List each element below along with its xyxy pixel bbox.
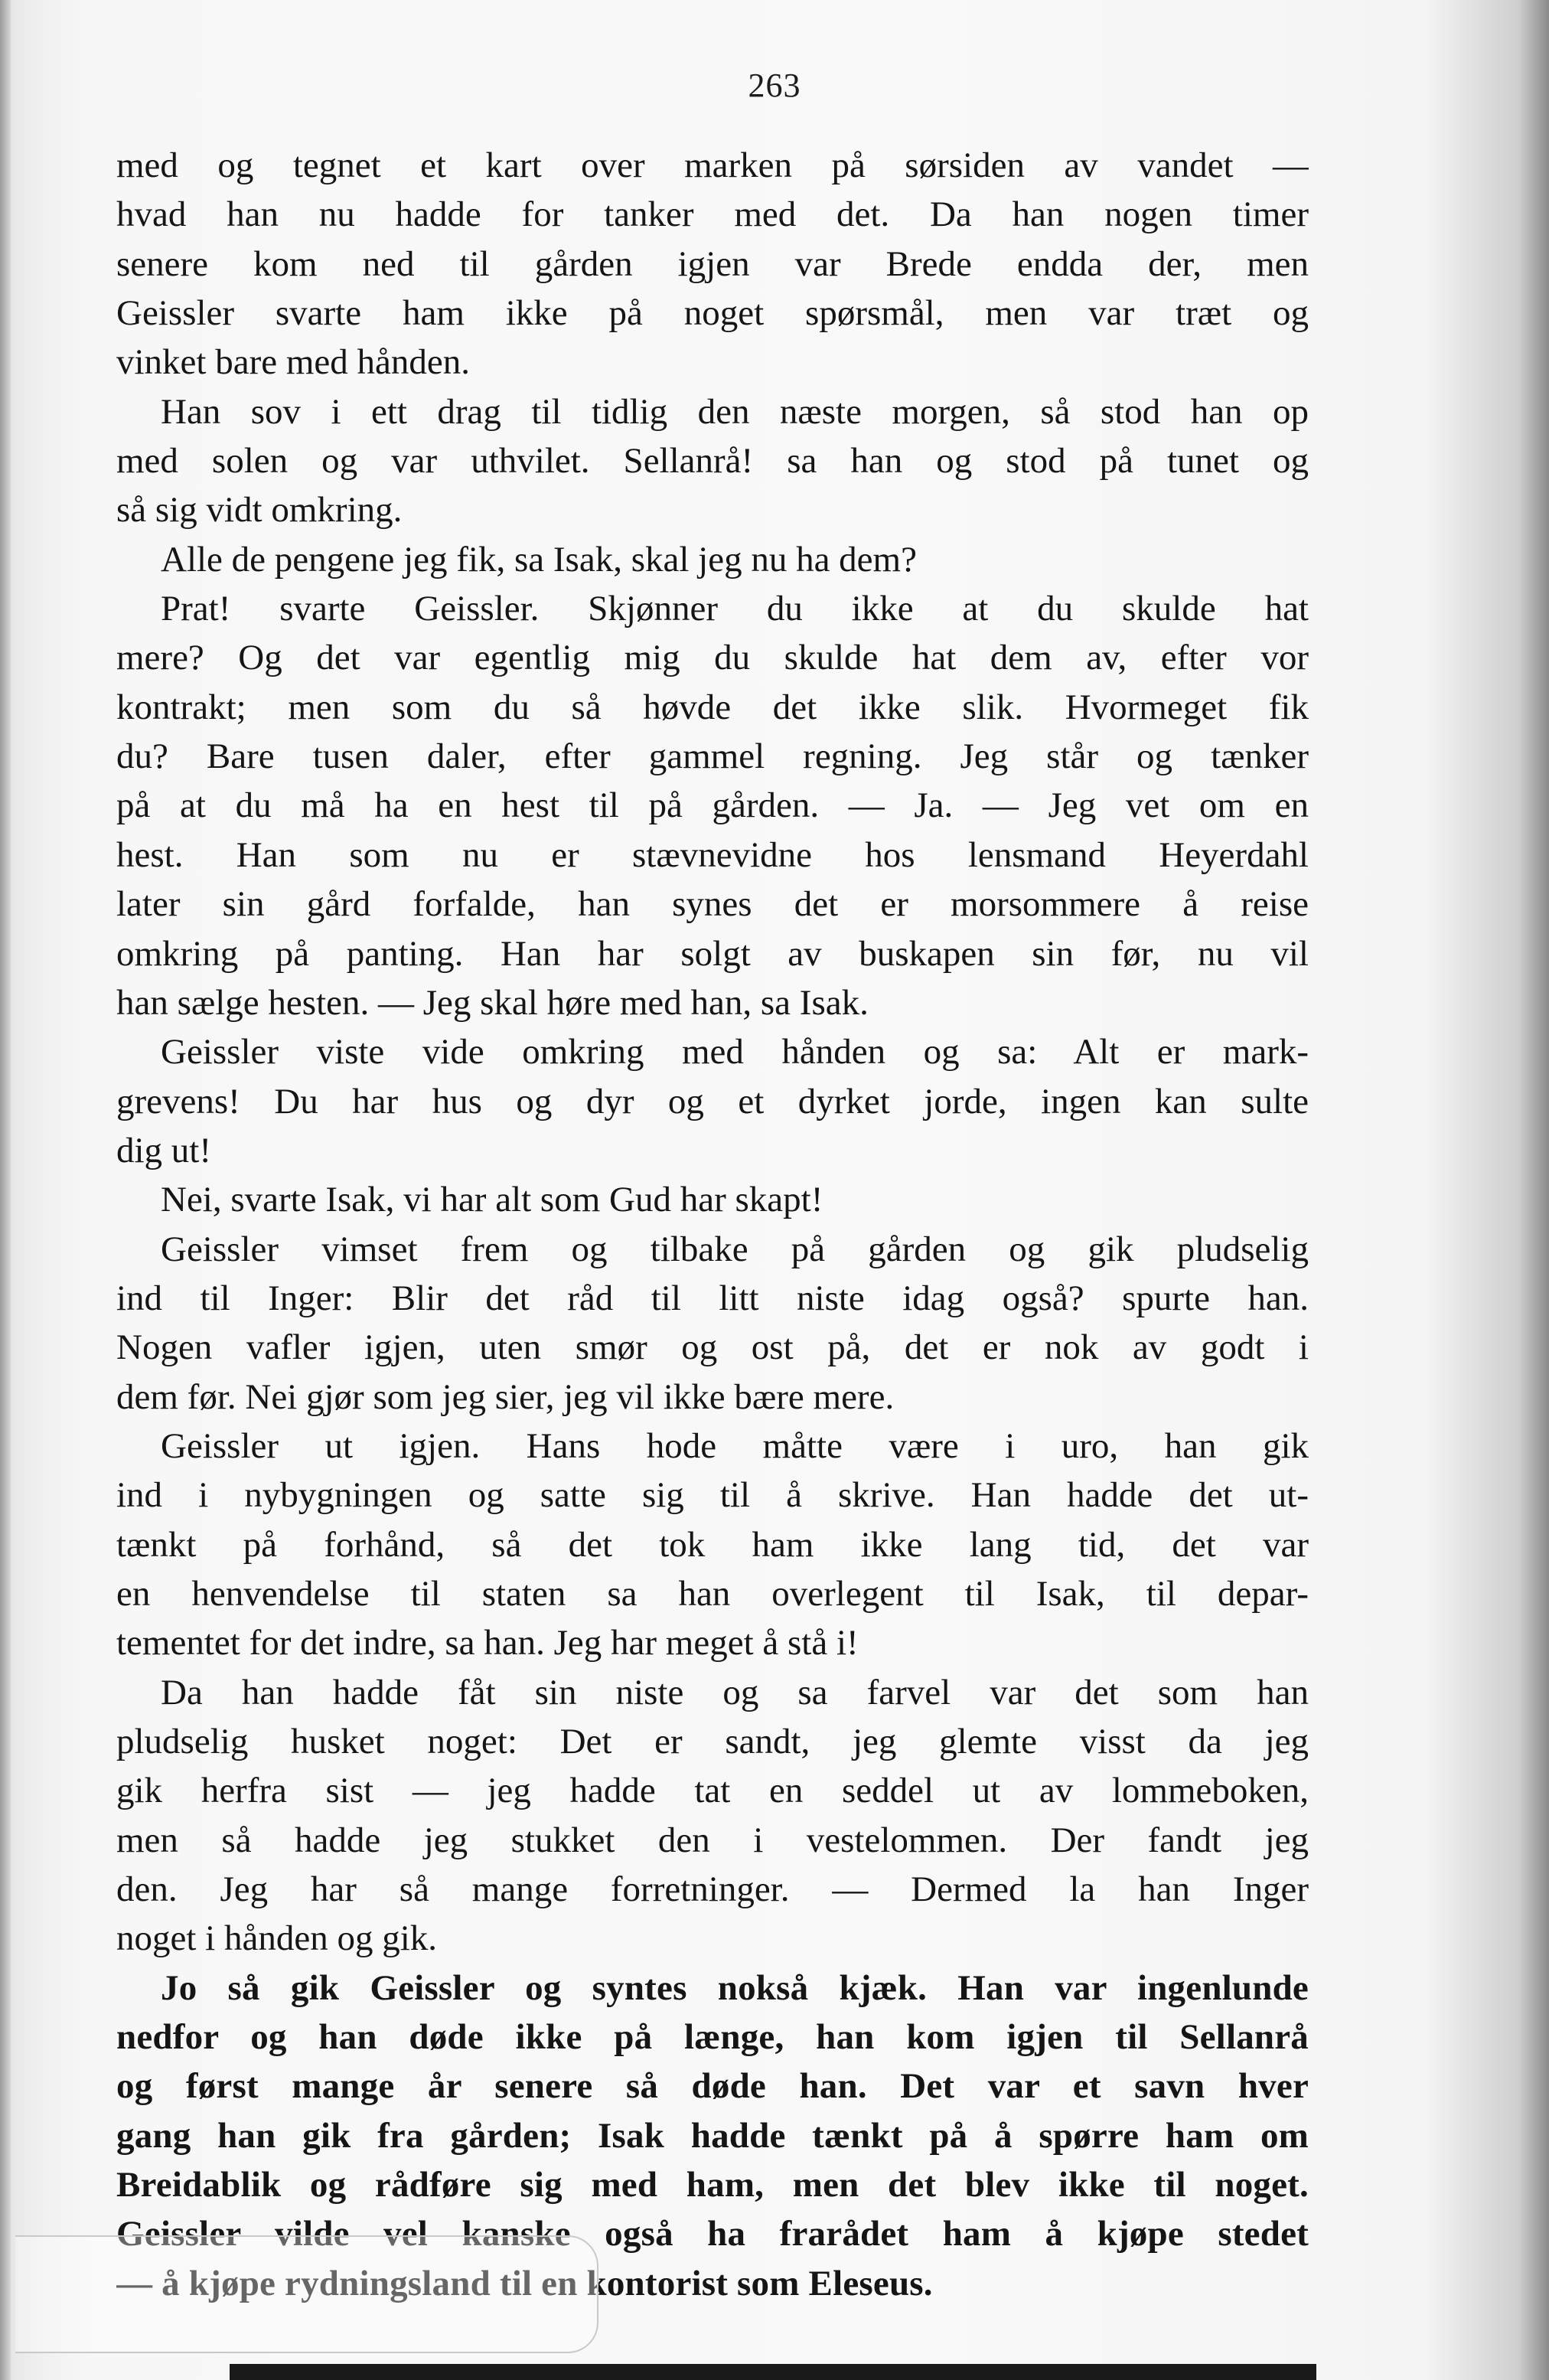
text-line: Da han hadde fåt sin niste og sa farvel var det som han [161,1672,1309,1712]
text-line: gik herfra sist — jeg hadde tat en seddel ut av lommeboken, [116,1771,1309,1811]
text-line: Geissler vilde vel kanske også ha frarådet ham å kjøpe stedet [116,2214,1309,2254]
text-line: Jo så gik Geissler og syntes nokså kjæk. Han var ingenlunde [161,1967,1309,2008]
text-line: og først mange år senere så døde han. Det var et savn hver [116,2066,1309,2107]
page-number: 263 [748,67,801,104]
text-line: Alle de pengene jeg fik, sa Isak, skal jeg nu ha dem? [161,539,917,579]
text-line: senere kom ned til gården igjen var Brede endda der, men [116,243,1309,284]
text-line: mere? Og det var egentlig mig du skulde hat dem av, efter vor [116,638,1309,678]
text-line: hest. Han som nu er stævnevidne hos lensmand Heyerdahl [116,834,1309,875]
text-line: tænkt på forhånd, så det tok ham ikke lang tid, det var [116,1524,1309,1565]
text-line: — å kjøpe rydningsland til en kontorist som Eleseus. [116,2263,933,2303]
text-line: med solen og var uthvilet. Sellanrå! sa han og stod på tunet og [116,441,1309,482]
text-line: tementet for det indre, sa han. Jeg har meget å stå i! [116,1623,859,1663]
text-line: den. Jeg har så mange forretninger. — Dermed la han Inger [116,1869,1309,1910]
text-line: Han sov i ett drag til tidlig den næste morgen, så stod han op [161,391,1309,432]
text-line: nedfor og han døde ikke på længe, han kom igjen til Sellanrå [116,2017,1309,2058]
text-line: han sælge hesten. — Jeg skal høre med han, sa Isak. [116,982,869,1023]
text-line: grevens! Du har hus og dyr og et dyrket jorde, ingen kan sulte [116,1081,1309,1121]
text-line: Breidablik og rådføre sig med ham, men det blev ikke til noget. [116,2165,1309,2205]
text-line: Nogen vafler igjen, uten smør og ost på, det er nok av godt i [116,1327,1309,1368]
text-line: Geissler svarte ham ikke på noget spørsmål, men var træt og [116,293,1309,334]
text-line: later sin gård forfalde, han synes det er morsommere å reise [116,884,1309,925]
text-line: gang han gik fra gården; Isak hadde tænkt på å spørre ham om [116,2115,1309,2156]
text-line: hvad han nu hadde for tanker med det. Da han nogen timer [116,194,1309,235]
text-line: ind i nybygningen og satte sig til å skrive. Han hadde det ut- [116,1475,1309,1516]
body-text [116,141,1309,2308]
text-line: Prat! svarte Geissler. Skjønner du ikke at du skulde hat [161,589,1309,629]
text-line: du? Bare tusen daler, efter gammel regning. Jeg står og tænker [116,736,1309,777]
text-line: men så hadde jeg stukket den i vestelommen. Der fandt jeg [116,1820,1309,1860]
text-line: Nei, svarte Isak, vi har alt som Gud har skapt! [161,1180,823,1220]
text-line: med og tegnet et kart over marken på sørsiden av vandet — [116,145,1309,185]
text-line: Geissler viste vide omkring med hånden og sa: Alt er mark- [161,1032,1309,1072]
text-line: en henvendelse til staten sa han overlegent til Isak, til depar- [116,1573,1309,1614]
gutter-shadow [0,0,11,2380]
text-line: noget i hånden og gik. [116,1918,438,1959]
text-line: kontrakt; men som du så høvde det ikke slik. Hvormeget fik [116,687,1309,727]
text-line: pludselig husket noget: Det er sandt, jeg glemte visst da jeg [116,1722,1309,1761]
text-line: omkring på panting. Han har solgt av buskapen sin før, nu vil [116,933,1309,974]
library-stamp-outline [15,2235,598,2353]
text-line: ind til Inger: Blir det råd til litt niste idag også? spurte han. [116,1278,1309,1318]
text-line: på at du må ha en hest til på gården. — Ja. — Jeg vet om en [116,785,1309,826]
text-line: dig ut! [116,1130,212,1170]
text-line: vinket bare med hånden. [116,342,470,383]
text-line: så sig vidt omkring. [116,490,403,531]
text-line: dem før. Nei gjør som jeg sier, jeg vil ikke bære mere. [116,1376,895,1417]
page-bottom-edge [230,2364,1316,2380]
text-line: Geissler vimset frem og tilbake på gården og gik pludselig [161,1229,1309,1269]
text-line: Geissler ut igjen. Hans hode måtte være i uro, han gik [161,1425,1309,1466]
